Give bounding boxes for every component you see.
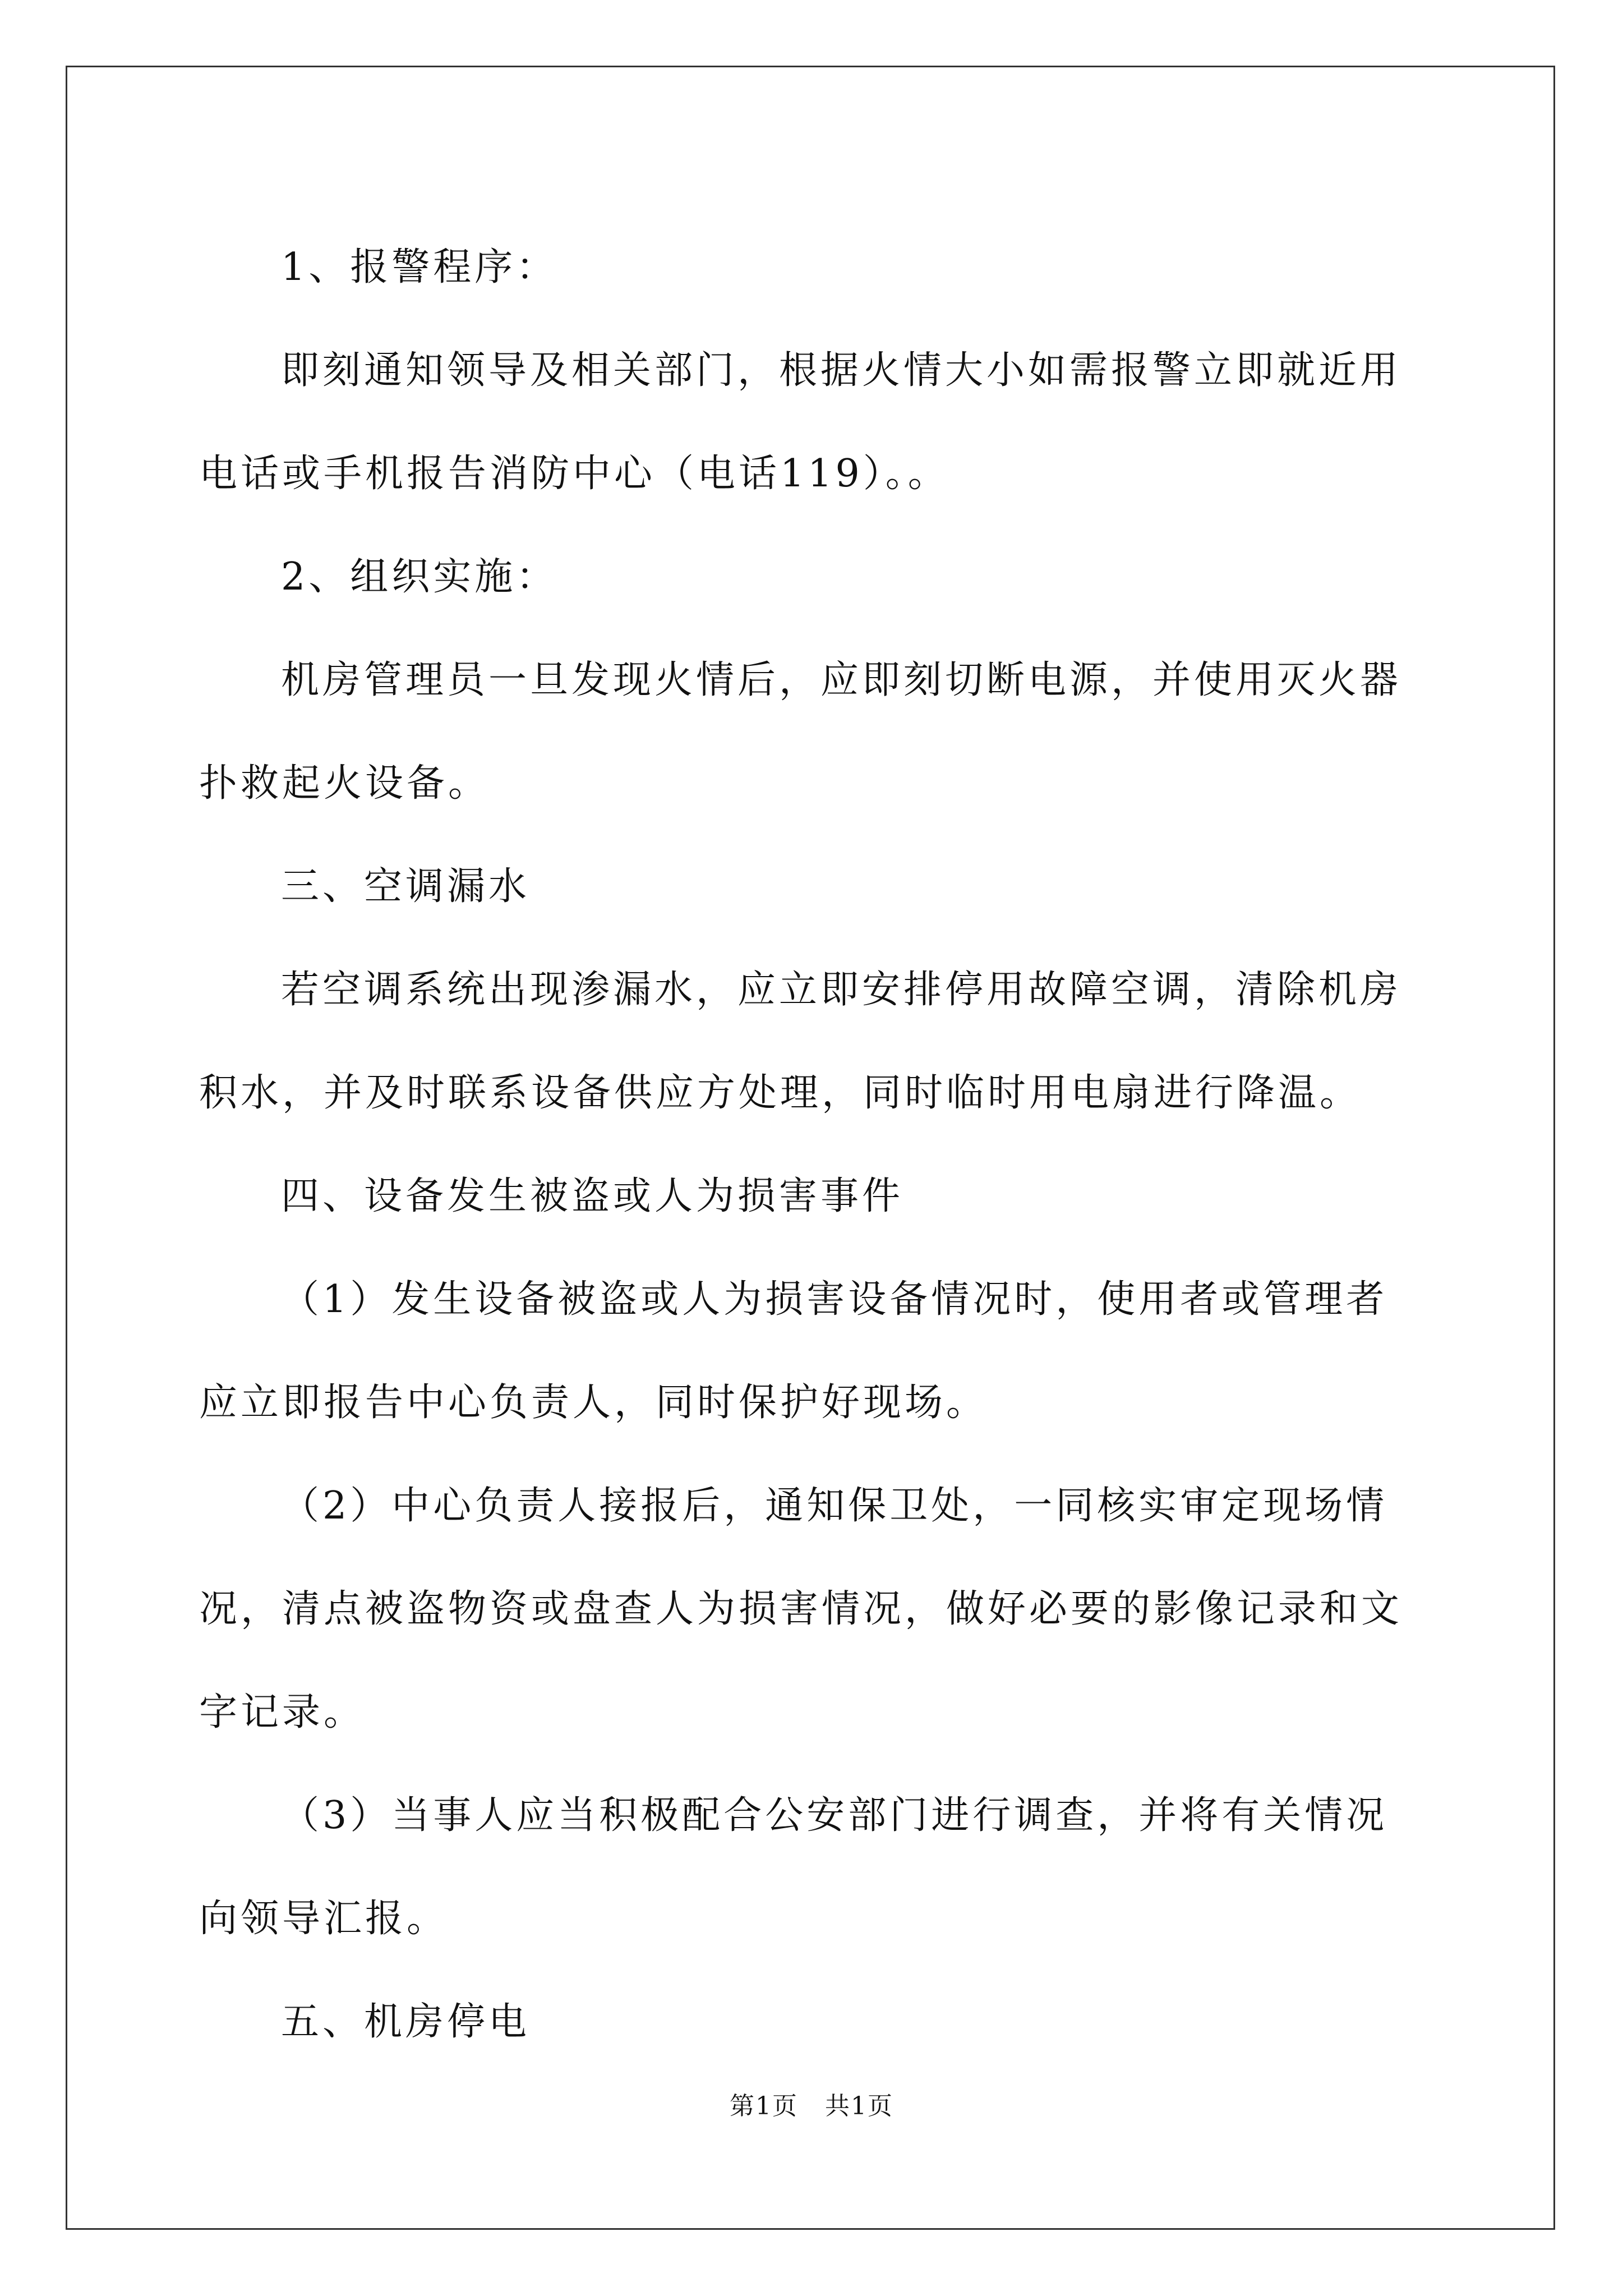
paragraph-ac-leak: 若空调系统出现渗漏水，应立即安排停用故障空调，清除机房积水，并及时联系设备供应方处理，同时临时用电扇进行降温。 [199, 968, 1402, 1115]
paragraph-theft-1: （1）发生设备被盗或人为损害设备情况时，使用者或管理者应立即报告中心负责人，同时保护好现场。 [199, 1277, 1388, 1425]
paragraph-theft-2: （2）中心负责人接报后，通知保卫处，一同核实审定现场情况，清点被盗物资或盘查人为损害情况，做好必要的影像记录和文字记录。 [199, 1484, 1403, 1734]
paragraph-alarm-procedure: 即刻通知领导及相关部门，根据火情大小如需报警立即就近用电话或手机报告消防中心（电话119）。。 [199, 348, 1402, 496]
section-heading-ac-leak: 三、空调漏水 [281, 864, 531, 909]
page-footer: 第1页 共1页 [730, 2092, 893, 2120]
paragraph-organize: 机房管理员一旦发现火情后，应即刻切断电源，并使用灭火器扑救起火设备。 [199, 658, 1402, 806]
paragraph-alarm-procedure-heading: 1、报警程序： [281, 245, 558, 289]
paragraph-theft-3: （3）当事人应当积极配合公安部门进行调查，并将有关情况向领导汇报。 [199, 1793, 1388, 1941]
paragraph-organize-heading: 2、组织实施： [281, 555, 558, 599]
document-body [199, 216, 1427, 2074]
section-heading-theft-damage: 四、设备发生被盗或人为损害事件 [281, 1174, 904, 1218]
section-heading-power-outage: 五、机房停电 [281, 2000, 531, 2044]
